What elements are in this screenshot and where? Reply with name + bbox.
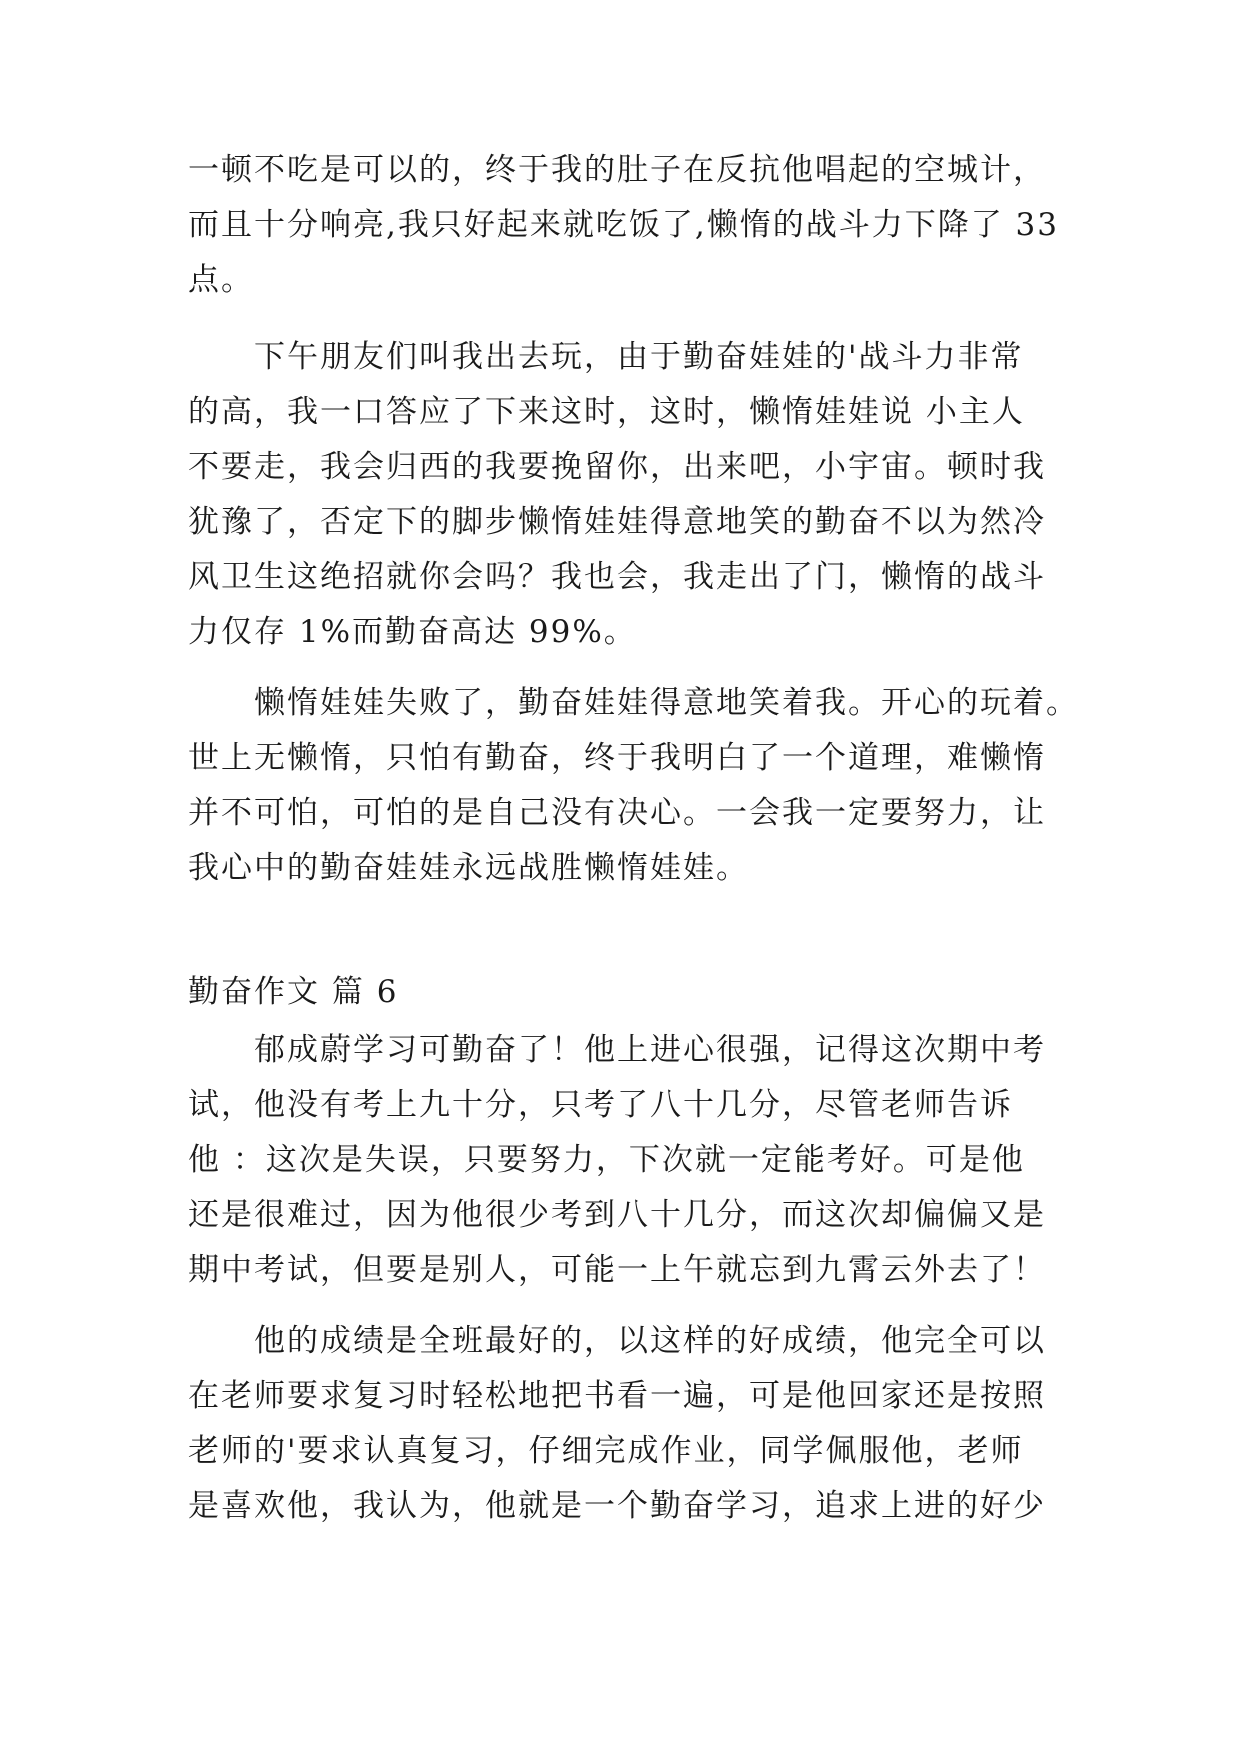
text-line: 的高，我一口答应了下来这时，这时，懒惰娃娃说 小主人 [188,394,1025,430]
text-line: 犹豫了，否定下的脚步懒惰娃娃得意地笑的勤奋不以为然冷 [188,504,1046,540]
text-line: 而且十分响亮,我只好起来就吃饭了,懒惰的战斗力下降了 33 [188,207,1060,243]
section-heading: 勤奋作文 篇 6 [188,974,399,1010]
paragraph-first-line: 他的成绩是全班最好的，以这样的好成绩，他完全可以 [254,1323,1046,1359]
text-line: 力仅存 1%而勤奋高达 99%。 [188,614,637,650]
text-line: 我心中的勤奋娃娃永远战胜懒惰娃娃。 [188,850,749,886]
paragraph-first-line: 下午朋友们叫我出去玩，由于勤奋娃娃的'战斗力非常 [254,339,1024,375]
text-line: 点。 [188,262,254,298]
text-line: 还是很难过，因为他很少考到八十几分，而这次却偏偏又是 [188,1197,1046,1233]
text-line: 是喜欢他，我认为，他就是一个勤奋学习，追求上进的好少 [188,1488,1046,1524]
text-line: 他 ：这次是失误，只要努力，下次就一定能考好。可是他 [188,1142,1025,1178]
text-line: 并不可怕，可怕的是自己没有决心。一会我一定要努力，让 [188,795,1046,831]
text-line: 老师的'要求认真复习，仔细完成作业，同学佩服他，老师 [188,1433,1024,1469]
paragraph-first-line: 懒惰娃娃失败了，勤奋娃娃得意地笑着我。开心的玩着。 [254,685,1079,721]
text-line: 风卫生这绝招就你会吗？我也会，我走出了门，懒惰的战斗 [188,559,1046,595]
text-line: 一顿不吃是可以的，终于我的肚子在反抗他唱起的空城计， [188,152,1046,188]
text-line: 试，他没有考上九十分，只考了八十几分，尽管老师告诉 [188,1087,1013,1123]
text-line: 世上无懒惰，只怕有勤奋，终于我明白了一个道理，难懒惰 [188,740,1046,776]
paragraph-first-line: 郁成蔚学习可勤奋了！他上进心很强，记得这次期中考 [254,1032,1046,1068]
text-line: 期中考试，但要是别人，可能一上午就忘到九霄云外去了！ [188,1252,1046,1288]
text-line: 在老师要求复习时轻松地把书看一遍，可是他回家还是按照 [188,1378,1046,1414]
text-line: 不要走，我会归西的我要挽留你，出来吧，小宇宙。顿时我 [188,449,1046,485]
